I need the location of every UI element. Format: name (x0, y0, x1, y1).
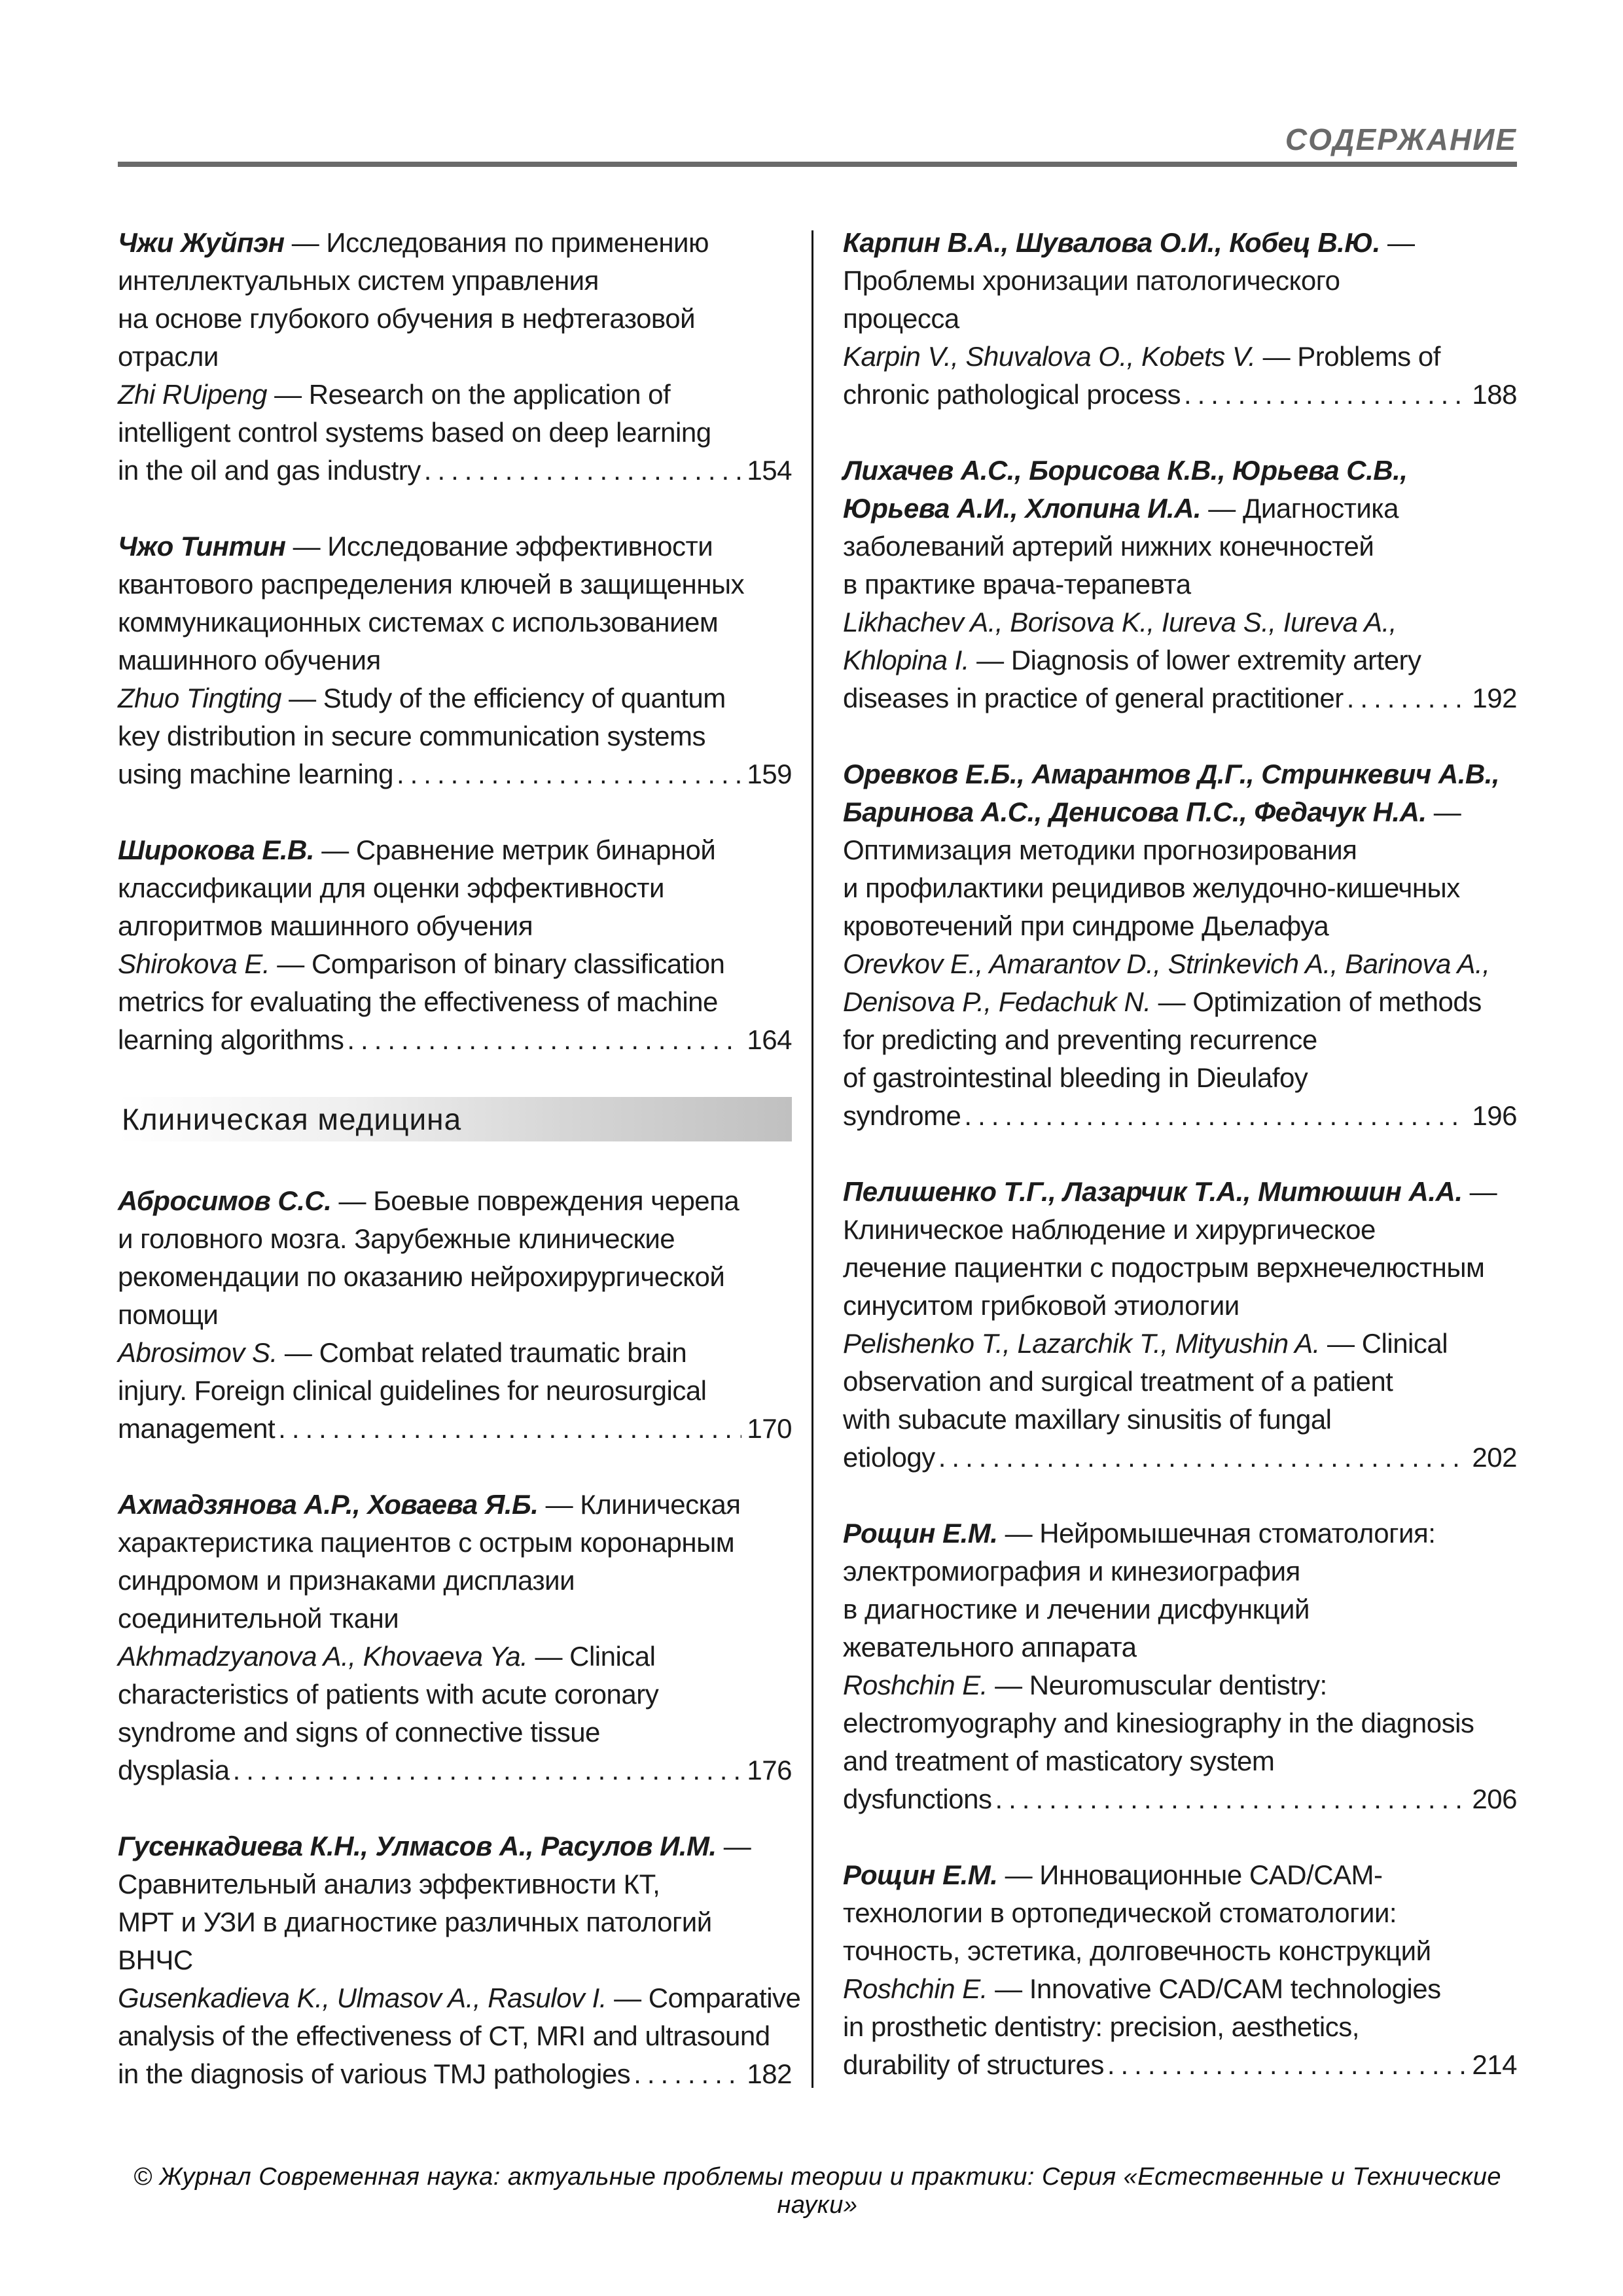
toc-line (118, 1600, 792, 1638)
title-text: dysfunctions (843, 1784, 992, 1814)
toc-line (843, 1325, 1517, 1363)
page-number: 206 (1472, 1784, 1517, 1814)
toc-line (118, 1751, 792, 1789)
toc-entry (118, 1182, 792, 1448)
title-text: — Diagnosis of lower extremity artery (969, 645, 1421, 675)
toc-line (843, 1097, 1517, 1135)
page-number: 170 (747, 1413, 792, 1444)
title-text: of gastrointestinal bleeding in Dieulafoy (843, 1062, 1308, 1093)
authors-en: Denisova P., Fedachuk N. (843, 986, 1151, 1017)
toc-line (843, 945, 1517, 983)
toc-line (118, 679, 792, 717)
authors-ru: Лихачев А.С., Борисова К.В., Юрьева С.В., (843, 455, 1408, 486)
toc-line (843, 755, 1517, 793)
toc-line (843, 603, 1517, 641)
dot-leader (424, 452, 742, 490)
toc-line (118, 983, 792, 1021)
authors-en: Orevkov E., Amarantov D., Strinkevich A., Barinova A., (843, 948, 1490, 979)
title-text: — Исследование эффективности (285, 531, 713, 562)
title-text: — Клиническая (538, 1489, 741, 1520)
toc-line (118, 603, 792, 641)
toc-line (118, 414, 792, 452)
toc-line (118, 1372, 792, 1410)
title-text: помощи (118, 1299, 219, 1330)
toc-line (118, 1334, 792, 1372)
page-number: 159 (747, 759, 792, 789)
page-title: СОДЕРЖАНИЕ (1285, 122, 1517, 156)
title-text: metrics for evaluating the effectiveness of machine (118, 986, 718, 1017)
title-text: Клиническое наблюдение и хирургическое (843, 1214, 1376, 1245)
page-number: 154 (747, 455, 792, 486)
toc-line (118, 1865, 792, 1903)
authors-en: Pelishenko T., Lazarchik T., Mityushin A. (843, 1328, 1320, 1359)
toc-entry (843, 224, 1517, 414)
title-text: Проблемы хронизации патологического (843, 265, 1340, 296)
toc-line (843, 641, 1517, 679)
title-text: — Нейромышечная стоматология: (997, 1518, 1436, 1549)
title-text: — Neuromuscular dentistry: (987, 1670, 1327, 1700)
title-text: и головного мозга. Зарубежные клинические (118, 1223, 675, 1254)
toc-line (118, 1296, 792, 1334)
authors-ru: Рощин Е.М. (843, 1859, 998, 1890)
dot-leader (278, 1410, 741, 1448)
title-text: — Study of the efficiency of quantum (281, 683, 726, 713)
title-text: for predicting and preventing recurrence (843, 1024, 1317, 1055)
toc-line (118, 945, 792, 983)
authors-en: Khlopina I. (843, 645, 969, 675)
dot-leader (633, 2055, 741, 2093)
toc-entry (118, 1486, 792, 1789)
title-text: characteristics of patients with acute coronary (118, 1679, 659, 1710)
title-text: алгоритмов машинного обучения (118, 910, 533, 941)
toc-entry (118, 528, 792, 793)
toc-line (843, 793, 1517, 831)
title-text: syndrome (843, 1100, 961, 1131)
toc-line (118, 224, 792, 262)
toc-line (118, 1562, 792, 1600)
toc-line (118, 1021, 792, 1059)
toc-line (118, 262, 792, 300)
title-text: analysis of the effectiveness of CT, MRI and ultrasound (118, 2020, 770, 2051)
toc-line (118, 641, 792, 679)
toc-entry (843, 1173, 1517, 1477)
title-text: электромиография и кинезиография (843, 1556, 1300, 1587)
toc-line (843, 1932, 1517, 1970)
authors-ru: Чжи Жуйпэн (118, 227, 285, 258)
authors-ru: Гусенкадиева К.Н., Улмасов А., Расулов И.М. (118, 1831, 717, 1861)
dot-leader (1347, 679, 1467, 717)
title-text: и профилактики рецидивов желудочно-кишечных (843, 872, 1460, 903)
authors-ru: Чжо Тинтин (118, 531, 286, 562)
page-number: 188 (1472, 379, 1517, 410)
toc-line (843, 1249, 1517, 1287)
toc-line (843, 679, 1517, 717)
authors-en: Roshchin E. (843, 1973, 988, 2004)
title-text: intelligent control systems based on deep learning (118, 417, 711, 448)
title-text: в практике врача-терапевта (843, 569, 1191, 600)
toc-line (843, 1439, 1517, 1477)
title-text: — Comparative (606, 1982, 801, 2013)
authors-ru: Рощин Е.М. (843, 1518, 998, 1549)
toc-line (843, 1894, 1517, 1932)
toc-line (843, 338, 1517, 376)
authors-en: Roshchin E. (843, 1670, 988, 1700)
title-text: — Comparison of binary classification (270, 948, 725, 979)
toc-line (118, 831, 792, 869)
toc-column-left (118, 224, 801, 2131)
title-text: — Optimization of methods (1150, 986, 1482, 1017)
toc-line (118, 1638, 792, 1676)
toc-column-right (843, 224, 1517, 2122)
toc-line (843, 1704, 1517, 1742)
title-text: — (1380, 227, 1415, 258)
authors-en: Likhachev A., Borisova K., Iureva S., Iureva A., (843, 607, 1397, 637)
title-text: in prosthetic dentistry: precision, aesthetics, (843, 2011, 1359, 2042)
toc-line (118, 869, 792, 907)
title-text: — Исследования по применению (284, 227, 709, 258)
authors-en: Gusenkadieva K., Ulmasov A., Rasulov I. (118, 1982, 607, 2013)
toc-line (118, 1258, 792, 1296)
title-text: — Инновационные CAD/CAM- (997, 1859, 1383, 1890)
title-text: точность, эстетика, долговечность конструкций (843, 1935, 1431, 1966)
title-text: рекомендации по оказанию нейрохирургической (118, 1261, 725, 1292)
toc-line (843, 1590, 1517, 1628)
toc-line (843, 869, 1517, 907)
title-text: etiology (843, 1442, 935, 1473)
title-text: ВНЧС (118, 1945, 193, 1975)
toc-line (118, 1903, 792, 1941)
toc-line (118, 1486, 792, 1524)
authors-ru: Юрьева А.И., Хлопина И.А. (843, 493, 1202, 524)
authors-en: Zhi RUipeng (118, 379, 267, 410)
title-text: observation and surgical treatment of a patient (843, 1366, 1393, 1397)
dot-leader (995, 1780, 1467, 1818)
toc-line (843, 224, 1517, 262)
toc-line (118, 452, 792, 490)
title-text: синдромом и признаками дисплазии (118, 1565, 575, 1596)
toc-line (118, 1524, 792, 1562)
toc-line (118, 907, 792, 945)
title-text: and treatment of masticatory system (843, 1746, 1275, 1776)
toc-line (843, 565, 1517, 603)
toc-line (843, 300, 1517, 338)
title-text: процесса (843, 303, 959, 334)
title-text: заболеваний артерий нижних конечностей (843, 531, 1374, 562)
title-text: технологии в ортопедической стоматологии: (843, 1897, 1397, 1928)
title-text: синуситом грибковой этиологии (843, 1290, 1240, 1321)
title-text: кровотечений при синдроме Дьелафуа (843, 910, 1329, 941)
authors-ru: Широкова Е.В. (118, 834, 315, 865)
page-number: 196 (1472, 1100, 1517, 1131)
toc-line (118, 1713, 792, 1751)
authors-en: Akhmadzyanova A., Khovaeva Ya. (118, 1641, 528, 1672)
authors-ru: Оревков Е.Б., Амарантов Д.Г., Стринкевич А.В., (843, 759, 1500, 789)
toc-entry (843, 755, 1517, 1135)
title-text: лечение пациентки с подострым верхнечелюстным (843, 1252, 1485, 1283)
title-text: syndrome and signs of connective tissue (118, 1717, 600, 1748)
title-text: diseases in practice of general practitioner (843, 683, 1344, 713)
title-text: in the diagnosis of various TMJ pathologies (118, 2058, 631, 2089)
dot-leader (233, 1751, 742, 1789)
page-number: 176 (747, 1755, 792, 1785)
dot-leader (1107, 2046, 1467, 2084)
toc-entry (843, 1856, 1517, 2084)
toc-line (843, 1970, 1517, 2008)
toc-line (118, 565, 792, 603)
title-text: квантового распределения ключей в защищенных (118, 569, 745, 600)
title-text: dysplasia (118, 1755, 230, 1785)
toc-line (843, 983, 1517, 1021)
dot-leader (397, 755, 741, 793)
title-text: — Research on the application of (266, 379, 671, 410)
page-number: 182 (747, 2058, 792, 2089)
title-text: management (118, 1413, 276, 1444)
toc-line (118, 300, 792, 338)
toc-line (843, 1666, 1517, 1704)
authors-ru: Абросимов С.С. (118, 1185, 332, 1216)
toc-line (843, 1628, 1517, 1666)
authors-en: Shirokova E. (118, 948, 270, 979)
title-text: — Диагностика (1201, 493, 1399, 524)
authors-ru: Баринова А.С., Денисова П.С., Федачук Н.А. (843, 797, 1427, 827)
toc-line (843, 376, 1517, 414)
toc-line (843, 907, 1517, 945)
title-text: — Clinical (527, 1641, 656, 1672)
title-text: — Сравнение метрик бинарной (314, 834, 716, 865)
title-text: electromyography and kinesiography in the diagnosis (843, 1708, 1474, 1738)
toc-line (118, 2055, 792, 2093)
authors-ru: Ахмадзянова А.Р., Ховаева Я.Б. (118, 1489, 539, 1520)
page-number: 202 (1472, 1442, 1517, 1473)
toc-line (843, 1401, 1517, 1439)
authors-ru: Карпин В.А., Шувалова О.И., Кобец В.Ю. (843, 227, 1380, 258)
title-text: — Clinical (1319, 1328, 1448, 1359)
authors-ru: Пелишенко Т.Г., Лазарчик Т.А., Митюшин А.А. (843, 1176, 1463, 1207)
authors-en: Zhuo Tingting (118, 683, 281, 713)
toc-line (843, 1287, 1517, 1325)
toc-line (118, 376, 792, 414)
page-number: 164 (747, 1024, 792, 1055)
toc-line (843, 1363, 1517, 1401)
title-text: in the oil and gas industry (118, 455, 421, 486)
toc-line (843, 831, 1517, 869)
toc-line (843, 262, 1517, 300)
dot-leader (1184, 376, 1467, 414)
toc-line (118, 1941, 792, 1979)
title-text: классификации для оценки эффективности (118, 872, 664, 903)
toc-line (843, 490, 1517, 528)
section-header-bar (118, 1097, 792, 1141)
title-text: — Combat related traumatic brain (277, 1337, 687, 1368)
title-text: отрасли (118, 341, 219, 372)
toc-entry (118, 224, 792, 490)
toc-line (843, 1552, 1517, 1590)
toc-line (843, 1742, 1517, 1780)
title-text: injury. Foreign clinical guidelines for neurosurgical (118, 1375, 707, 1406)
toc-line (118, 717, 792, 755)
title-text: машинного обучения (118, 645, 381, 675)
title-text: характеристика пациентов с острым коронарным (118, 1527, 735, 1558)
toc-line (843, 2046, 1517, 2084)
dot-leader (938, 1439, 1467, 1477)
title-text: chronic pathological process (843, 379, 1181, 410)
title-text: using machine learning (118, 759, 393, 789)
title-text: жевательного аппарата (843, 1632, 1137, 1662)
toc-entry (843, 452, 1517, 717)
authors-en: Karpin V., Shuvalova O., Kobets V. (843, 341, 1256, 372)
title-text: в диагностике и лечении дисфункций (843, 1594, 1310, 1624)
toc-line (118, 2017, 792, 2055)
dot-leader (347, 1021, 741, 1059)
title-text: — (716, 1831, 751, 1861)
toc-entry (843, 1515, 1517, 1818)
title-text: МРТ и УЗИ в диагностике различных патологий (118, 1907, 712, 1937)
title-text: — Боевые повреждения черепа (331, 1185, 740, 1216)
toc-line (118, 1827, 792, 1865)
toc-entry (118, 831, 792, 1059)
column-divider (812, 230, 813, 2088)
title-text: — Innovative CAD/CAM technologies (987, 1973, 1441, 2004)
toc-line (843, 1173, 1517, 1211)
title-text: durability of structures (843, 2049, 1104, 2080)
title-text: интеллектуальных систем управления (118, 265, 599, 296)
title-text: with subacute maxillary sinusitis of fungal (843, 1404, 1332, 1435)
toc-line (118, 1676, 792, 1713)
authors-en: Abrosimov S. (118, 1337, 277, 1368)
title-text: — (1426, 797, 1461, 827)
title-text: — Problems of (1255, 341, 1440, 372)
toc-line (118, 1979, 801, 2017)
dot-leader (964, 1097, 1467, 1135)
toc-line (843, 1780, 1517, 1818)
toc-line (118, 338, 792, 376)
toc-line (843, 1515, 1517, 1552)
title-text: соединительной ткани (118, 1603, 399, 1634)
toc-line (843, 1211, 1517, 1249)
title-text: на основе глубокого обучения в нефтегазовой (118, 303, 696, 334)
title-text: learning algorithms (118, 1024, 344, 1055)
toc-line (118, 755, 792, 793)
title-text: Оптимизация методики прогнозирования (843, 834, 1357, 865)
toc-line (118, 1220, 792, 1258)
section-header-label: Клиническая медицина (122, 1102, 462, 1136)
toc-line (843, 1856, 1517, 1894)
title-text: — (1462, 1176, 1497, 1207)
toc-line (843, 452, 1517, 490)
page-number: 192 (1472, 683, 1517, 713)
toc-line (843, 1021, 1517, 1059)
toc-entry (118, 1827, 801, 2093)
title-text: key distribution in secure communication systems (118, 721, 706, 751)
toc-line (118, 1182, 792, 1220)
header-rule (118, 162, 1517, 167)
toc-line (118, 1410, 792, 1448)
journal-footer: © Журнал Современная наука: актуальные проблемы теории и практики: Серия «Естественные и Технические науки» (133, 2163, 1501, 2219)
toc-line (118, 528, 792, 565)
toc-line (843, 2008, 1517, 2046)
toc-line (843, 528, 1517, 565)
title-text: коммуникационных системах с использованием (118, 607, 719, 637)
title-text: Сравнительный анализ эффективности КТ, (118, 1869, 660, 1899)
page-number: 214 (1472, 2049, 1517, 2080)
toc-line (843, 1059, 1517, 1097)
